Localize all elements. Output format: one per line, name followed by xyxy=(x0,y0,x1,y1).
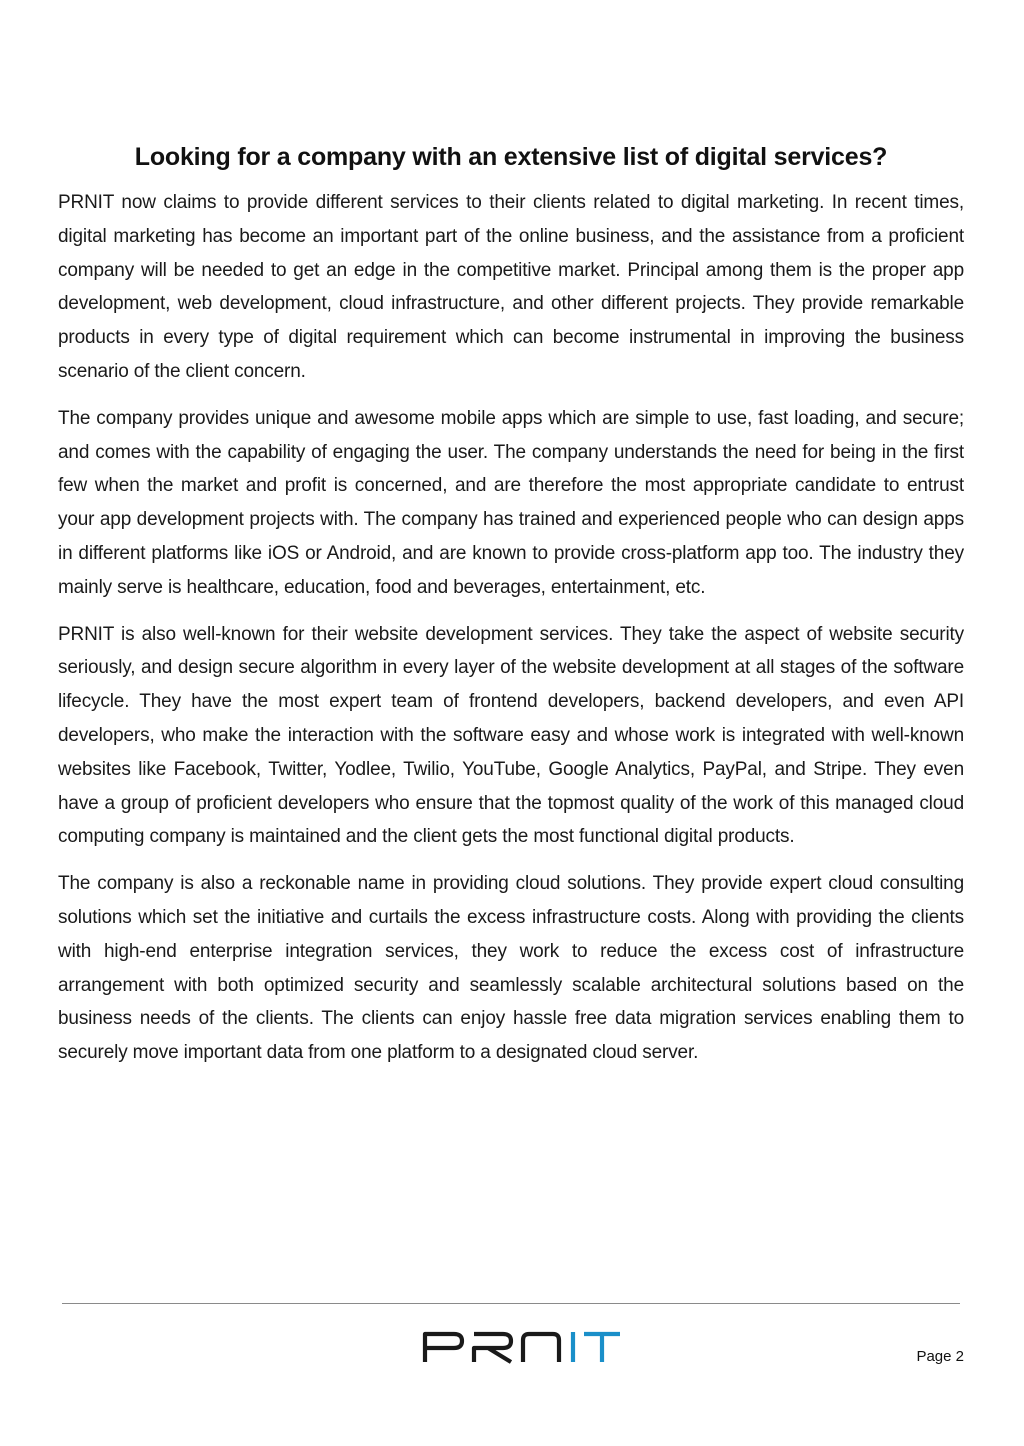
paragraph-3: PRNIT is also well-known for their website development services. They take the aspect of website security seriously, and design secure algorithm in every layer of the website development at all stages of the software lifecycle. They have the most expert team of frontend developers, backend developers, and even API developers, who make the interaction with the software easy and whose work is integrated with well-known websites like Facebook, Twitter, Yodlee, Twilio, YouTube, Google Analytics, PayPal, and Stripe. They even have a group of proficient developers who ensure that the topmost quality of the work of this managed cloud computing company is maintained and the client gets the most functional digital products. xyxy=(58,623,964,848)
page-number: Page 2 xyxy=(916,1348,964,1365)
paragraph-2: The company provides unique and awesome mobile apps which are simple to use, fast loading, and secure; and comes with the capability of engaging the user. The company understands the need for being in the first few when the market and profit is concerned, and are therefore the most appropriate candidate to entrust your app development projects with. The company has trained and experienced people who can design apps in different platforms like iOS or Android, and are known to provide cross-platform app too. The industry they mainly serve is healthcare, education, food and beverages, entertainment, etc. xyxy=(58,407,964,598)
prnit-logo-icon xyxy=(422,1326,622,1366)
paragraph-4: The company is also a reckonable name in providing cloud solutions. They provide expert cloud consulting solutions which set the initiative and curtails the excess infrastructure costs. Along with providing the clients with high-end enterprise integration services, they work to reduce the excess cost of infrastructure arrangement with both optimized security and seamlessly scalable architectural solutions based on the business needs of the clients. The clients can enjoy hassle free data migration services enabling them to securely move important data from one platform to a designated cloud server. xyxy=(58,873,964,1064)
paragraph-1: PRNIT now claims to provide different services to their clients related to digital marketing. In recent times, digital marketing has become an important part of the online business, and the assistance from a proficient company will be needed to get an edge in the competitive market. Principal among them is the proper app development, web development, cloud infrastructure, and other different projects. They provide remarkable products in every type of digital requirement which can become instrumental in improving the business scenario of the client concern. xyxy=(58,192,964,382)
footer-divider xyxy=(62,1303,960,1304)
page-title: Looking for a company with an extensive list of digital services? xyxy=(134,143,888,171)
body-text xyxy=(58,186,964,1083)
prnit-logo xyxy=(422,1326,622,1366)
